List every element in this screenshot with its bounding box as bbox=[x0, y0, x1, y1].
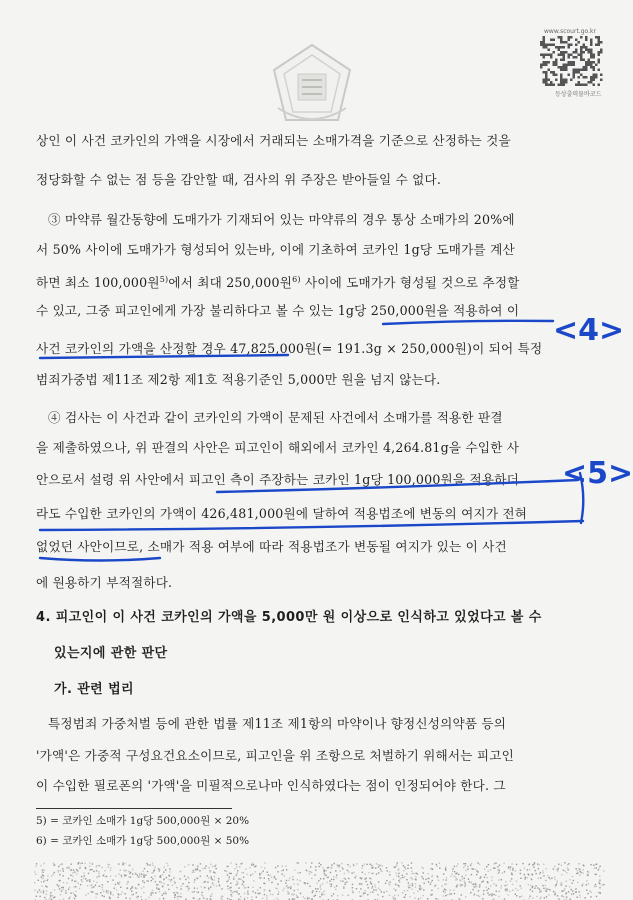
annotation-5: <5> bbox=[562, 456, 633, 491]
body-line: 이 수입한 필로폰의 '가액'을 미필적으로나마 인식하였다는 점이 인정되어야 한다. 그 bbox=[36, 778, 506, 793]
scan-noise-band bbox=[34, 862, 604, 900]
qr-caption: 등상출력물바코드 bbox=[555, 91, 602, 98]
body-line: 범죄가중법 제11조 제2항 제1호 적용기준인 5,000만 원을 넘지 않는다. bbox=[36, 372, 441, 387]
body-line: '가액'은 가중적 구성요건요소이므로, 피고인을 위 조항으로 처벌하기 위해서는 피고인 bbox=[36, 748, 514, 763]
body-line: 특정범죄 가중처벌 등에 관한 법률 제11조 제1항의 마약이나 향정신성의약품 등의 bbox=[48, 716, 507, 731]
qr-code-icon bbox=[540, 36, 602, 86]
qr-url: www.scourt.go.kr bbox=[544, 28, 596, 35]
underline-mark bbox=[40, 558, 160, 561]
body-line: ④ 검사는 이 사건과 같이 코카인의 가액이 문제된 사건에서 소매가를 적용한 판결 bbox=[48, 410, 503, 425]
section-heading: 4. 피고인이 이 사건 코카인의 가액을 5,000만 원 이상으로 인식하고 있었다고 볼 수 bbox=[36, 610, 542, 625]
footnote-6: 6) = 코카인 소매가 1g당 500,000원 × 50% bbox=[36, 835, 250, 847]
body-line: 상인 이 사건 코카인의 가액을 시장에서 거래되는 소매가격을 기준으로 산정하는 것을 bbox=[36, 133, 511, 148]
body-line: 정당화할 수 없는 점 등을 감안할 때, 검사의 위 주장은 받아들일 수 없다. bbox=[36, 172, 442, 187]
body-line: 서 50% 사이에 도매가가 형성되어 있는바, 이에 기초하여 코카인 1g당 도매가를 계산 bbox=[36, 242, 515, 257]
body-line: 안으로서 설령 위 사안에서 피고인 측이 주장하는 코카인 1g당 100,000원을 적용하더 bbox=[36, 472, 519, 487]
section-heading-cont: 있는지에 관한 판단 bbox=[54, 646, 168, 661]
footnote-5: 5) = 코카인 소매가 1g당 500,000원 × 20% bbox=[36, 815, 250, 827]
body-line: ③ 마약류 월간동향에 도매가가 기재되어 있는 마약류의 경우 통상 소매가의 20%에 bbox=[48, 212, 515, 227]
body-line: 사건 코카인의 가액을 산정할 경우 47,825,000원(= 191.3g × 250,000원)이 되어 특정 bbox=[36, 341, 543, 356]
body-line: 에 원용하기 부적절하다. bbox=[36, 575, 173, 590]
body-line: 없었던 사안이므로, 소매가 적용 여부에 따라 적용법조가 변동될 여지가 있는 이 사건 bbox=[36, 539, 507, 554]
underline-mark bbox=[383, 321, 553, 324]
subsection-heading: 가. 관련 법리 bbox=[54, 682, 134, 697]
footnote-divider bbox=[36, 808, 232, 809]
body-line: 을 제출하였으나, 위 판결의 사안은 피고인이 해외에서 코카인 4,264.81g을 수입한 사 bbox=[36, 440, 520, 455]
court-seal-icon bbox=[268, 42, 356, 126]
body-line-with-footnotes: 하면 최소 100,000원$^{5)}$에서 최대 250,000원$^{6)}$ 사이에 도매가가 형성될 것으로 추정할 bbox=[36, 275, 520, 291]
annotation-4: <4> bbox=[553, 313, 625, 348]
underline-mark bbox=[40, 521, 583, 530]
body-line: 수 있고, 그중 피고인에게 가장 불리하다고 볼 수 있는 1g당 250,000원을 적용하여 이 bbox=[36, 303, 520, 318]
body-line: 라도 수입한 코카인의 가액이 426,481,000원에 달하여 적용법조에 변동의 여지가 전혀 bbox=[36, 506, 528, 521]
